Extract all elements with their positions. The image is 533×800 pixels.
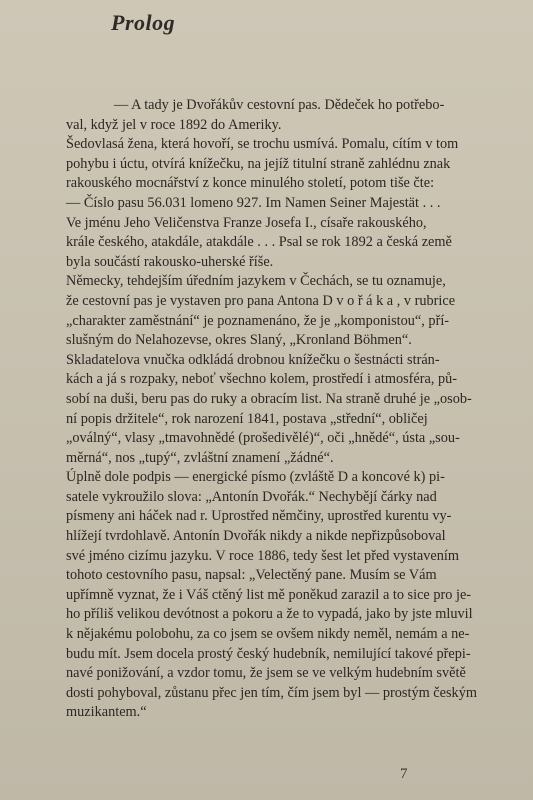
text-line: měrná“, nos „tupý“, zvláštní znamení „žádné“.	[66, 449, 334, 466]
text-line: satele vykroužilo slova: „Antonín Dvořák.“ Nechybějí čárky nad	[66, 488, 437, 505]
page-number: 7	[400, 766, 408, 782]
text-line: tohoto cestovního pasu, napsal: „Velectěný pane. Musím se Vám	[66, 567, 437, 584]
body-text	[66, 96, 494, 723]
text-line: muzikantem.“	[66, 704, 147, 721]
chapter-title: Prolog	[111, 10, 176, 35]
text-line: dosti pohyboval, zůstanu přec jen tím, čím jsem byl — prostým českým	[66, 684, 477, 701]
text-line: že cestovní pas je vystaven pro pana Antona D v o ř á k a , v rubrice	[66, 292, 456, 309]
text-line: „oválný“, vlasy „tmavohnědé (prošedivělé)“, oči „hnědé“, ústa „sou-	[66, 430, 460, 447]
text-line: k nějakému polobohu, za co jsem se ovšem nikdy neměl, nemám a ne-	[66, 626, 470, 643]
text-line: krále českého, atakdále, atakdále . . . Psal se rok 1892 a česká země	[66, 234, 452, 251]
text-line: — A tady je Dvořákův cestovní pas. Dědeček ho potřebo-	[114, 97, 445, 113]
text-line: byla součástí rakousko-uherské říše.	[66, 253, 274, 270]
text-line: pohybu i úctu, otvírá knížečku, na jejíž titulní straně zahlédnu znak	[66, 155, 451, 172]
text-line: val, když jel v roce 1892 do Ameriky.	[66, 116, 282, 133]
text-line: navé ponižování, a vzdor tomu, že jsem se ve velkým hudebním světě	[66, 665, 466, 682]
text-line: — Číslo pasu 56.031 lomeno 927. Im Namen Seiner Majestät . . .	[66, 194, 441, 211]
text-line: ho příliš velikou devótnost a pokoru a že to vypadá, jako by jste mluvil	[66, 606, 473, 623]
text-line: sobí na duši, beru pas do ruky a obracím list. Na straně druhé je „osob-	[66, 390, 472, 407]
paragraph-1	[66, 96, 494, 135]
text-line: rakouského mocnářství z konce minulého století, potom tiše čte:	[66, 175, 435, 192]
text-line: Úplně dole podpis — energické písmo (zvláště D a koncové k) pi-	[66, 469, 445, 486]
paragraph-2	[66, 135, 494, 272]
paragraph-4	[66, 351, 494, 469]
text-line: Německy, tehdejším úředním jazykem v Čechách, se tu oznamuje,	[66, 273, 446, 290]
text-line: upřímně vyznat, že i Váš ctěný list mě poněkud zarazil a to sice pro je-	[66, 586, 472, 603]
paragraph-5	[66, 468, 494, 723]
text-line: Skladatelova vnučka odkládá drobnou knížečku o šestnácti strán-	[66, 351, 440, 368]
text-line: hlížejí tvrdohlavě. Antonín Dvořák nikdy a nikde nepřizpůsoboval	[66, 528, 446, 545]
text-line: ní popis držitele“, rok narození 1841, postava „střední“, obličej	[66, 410, 428, 427]
text-line: Šedovlasá žena, která hovoří, se trochu usmívá. Pomalu, cítím v tom	[66, 136, 459, 153]
text-line: Ve jménu Jeho Veličenstva Franze Josefa I., císaře rakouského,	[66, 214, 427, 231]
text-line: „charakter zaměstnání“ je poznamenáno, že je „komponistou“, pří-	[66, 312, 450, 329]
text-line: kách a já s rozpaky, neboť všechno kolem, prostředí i atmosféra, pů-	[66, 371, 458, 388]
text-line: své jméno cizímu jazyku. V roce 1886, tedy šest let před vystavením	[66, 547, 459, 564]
paragraph-3	[66, 272, 494, 350]
text-line: budu mít. Jsem docela prostý český hudebník, nemilující takové přepi-	[66, 645, 471, 662]
text-line: slušným do Nelahozevse, okres Slaný, „Kronland Böhmen“.	[66, 332, 412, 349]
text-line: písmeny ani háček nad r. Uprostřed němčiny, uprostřed kurentu vy-	[66, 508, 452, 525]
